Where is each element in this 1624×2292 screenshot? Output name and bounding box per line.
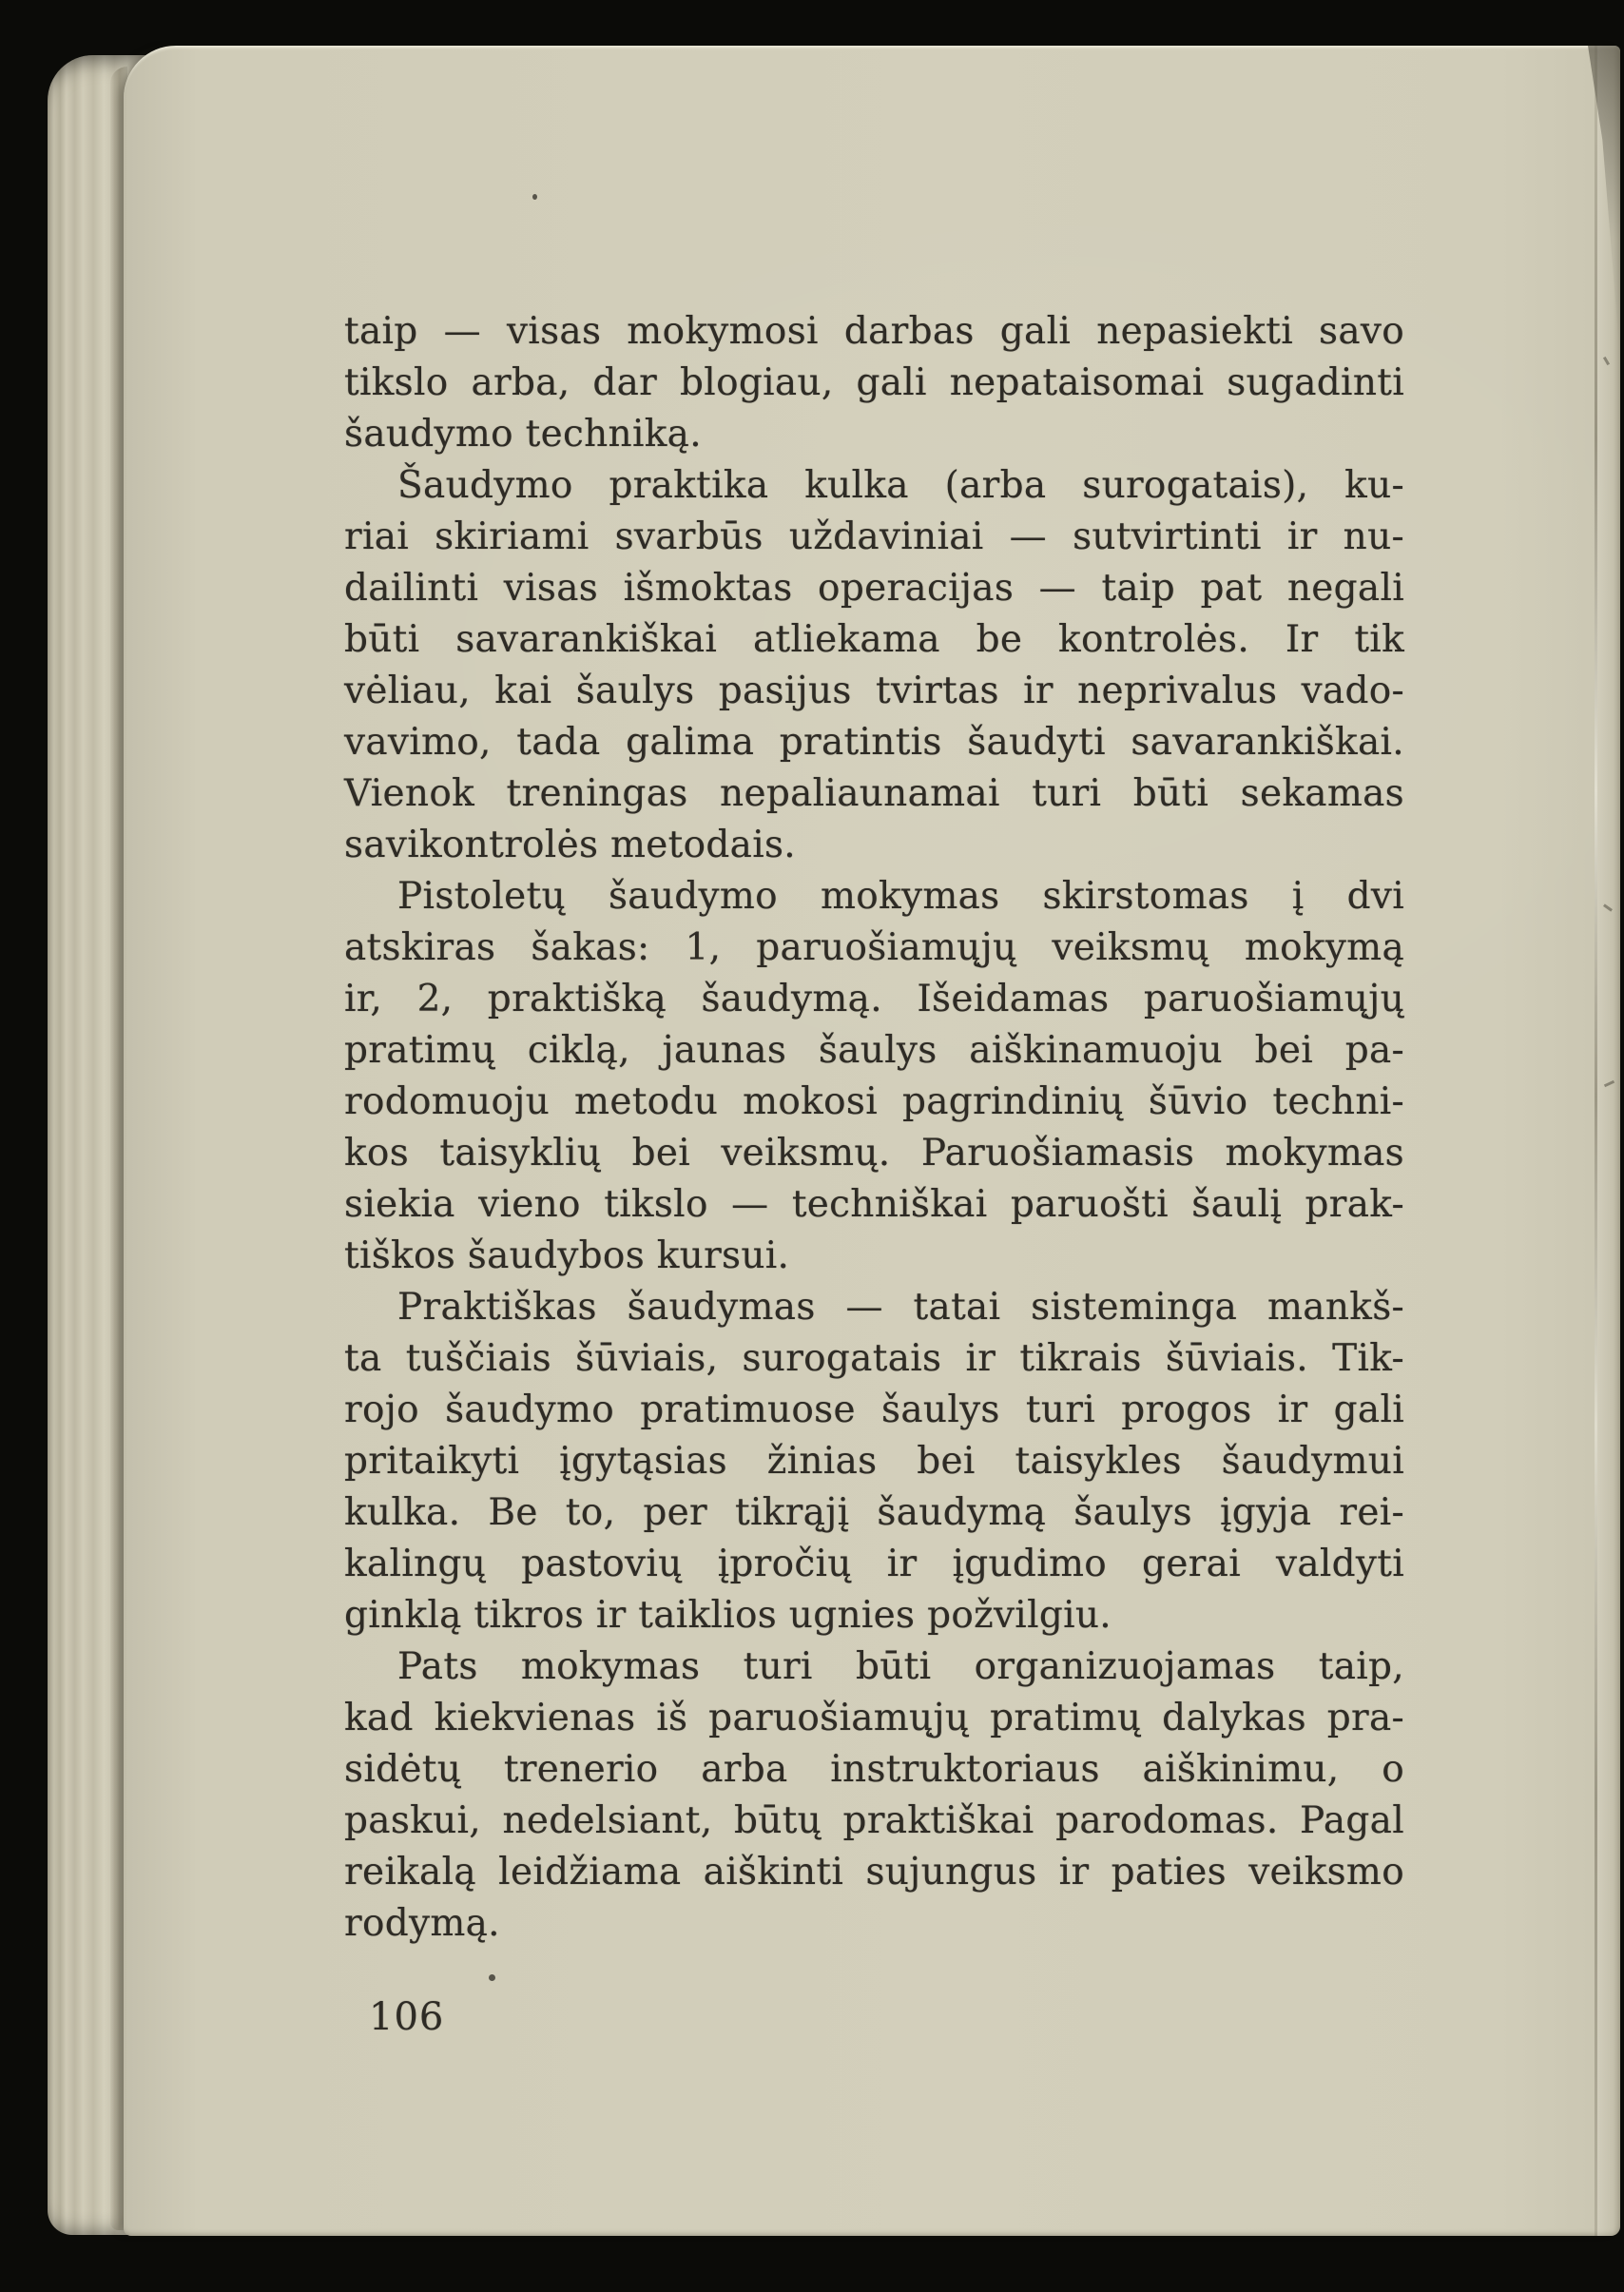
text-line: vavimo, tada galima pratintis šaudyti savarankiškai.	[344, 721, 1404, 764]
text-line: siekia vieno tikslo — techniškai paruošti šaulį prak-	[344, 1183, 1404, 1226]
page-number: 106	[369, 1995, 445, 2039]
text-line: sidėtų trenerio arba instruktoriaus aiškinimu, o	[344, 1748, 1404, 1791]
text-line: atskiras šakas: 1, paruošiamųjų veiksmų mokymą	[344, 926, 1404, 969]
text-line: tikslo arba, dar blogiau, gali nepataisomai sugadinti	[344, 361, 1404, 404]
text-line: Vienok treningas nepaliaunamai turi būti sekamas	[344, 772, 1404, 815]
text-line: pratimų ciklą, jaunas šaulys aiškinamuoju bei pa-	[344, 1029, 1404, 1072]
text-line: paskui, nedelsiant, būtų praktiškai parodomas. Pagal	[344, 1799, 1404, 1842]
text-line: kos taisyklių bei veiksmų. Paruošiamasis mokymas	[344, 1132, 1404, 1175]
text-line: kulka. Be to, per tikrąjį šaudymą šaulys įgyja rei-	[344, 1491, 1404, 1534]
text-line: taip — visas mokymosi darbas gali nepasiekti savo	[344, 310, 1404, 353]
text-line: reikalą leidžiama aiškinti sujungus ir paties veiksmo	[344, 1851, 1404, 1894]
text-line: būti savarankiškai atliekama be kontrolės. Ir tik	[344, 618, 1404, 661]
text-line: ta tuščiais šūviais, surogatais ir tikrais šūviais. Tik-	[344, 1337, 1404, 1380]
text-line: Praktiškas šaudymas — tatai sisteminga mankš-	[397, 1286, 1404, 1329]
text-line: riai skiriami svarbūs uždaviniai — sutvirtinti ir nu-	[344, 515, 1404, 558]
text-line: rodymą.	[344, 1902, 500, 1945]
text-line: tiškos šaudybos kursui.	[344, 1234, 790, 1277]
text-line: Pistoletų šaudymo mokymas skirstomas į dvi	[397, 875, 1404, 918]
text-line: Šaudymo praktika kulka (arba surogatais), ku-	[397, 464, 1404, 507]
text-block	[344, 306, 1404, 1950]
text-line: ginklą tikros ir taiklios ugnies požvilgiu.	[344, 1594, 1112, 1637]
book-page	[124, 46, 1620, 2236]
text-line: kad kiekvienas iš paruošiamųjų pratimų dalykas pra-	[344, 1697, 1404, 1739]
text-line: ir, 2, praktišką šaudymą. Išeidamas paruošiamųjų	[344, 978, 1404, 1020]
text-line: rodomuoju metodu mokosi pagrindinių šūvio techni-	[344, 1080, 1404, 1123]
text-line: pritaikyti įgytąsias žinias bei taisykles šaudymui	[344, 1440, 1404, 1483]
paper-speck	[532, 194, 537, 200]
text-line: kalingų pastovių įpročių ir įgudimo gerai valdyti	[344, 1543, 1404, 1585]
text-line: šaudymo techniką.	[344, 413, 702, 456]
text-line: savikontrolės metodais.	[344, 824, 796, 866]
text-line: dailinti visas išmoktas operacijas — taip pat negali	[344, 567, 1404, 610]
page-right-edge	[1597, 46, 1620, 2236]
paper-speck	[489, 1974, 495, 1981]
text-line: vėliau, kai šaulys pasijus tvirtas ir neprivalus vado-	[344, 670, 1404, 712]
text-line: rojo šaudymo pratimuose šaulys turi progos ir gali	[344, 1389, 1404, 1431]
text-line: Pats mokymas turi būti organizuojamas taip,	[397, 1645, 1404, 1688]
